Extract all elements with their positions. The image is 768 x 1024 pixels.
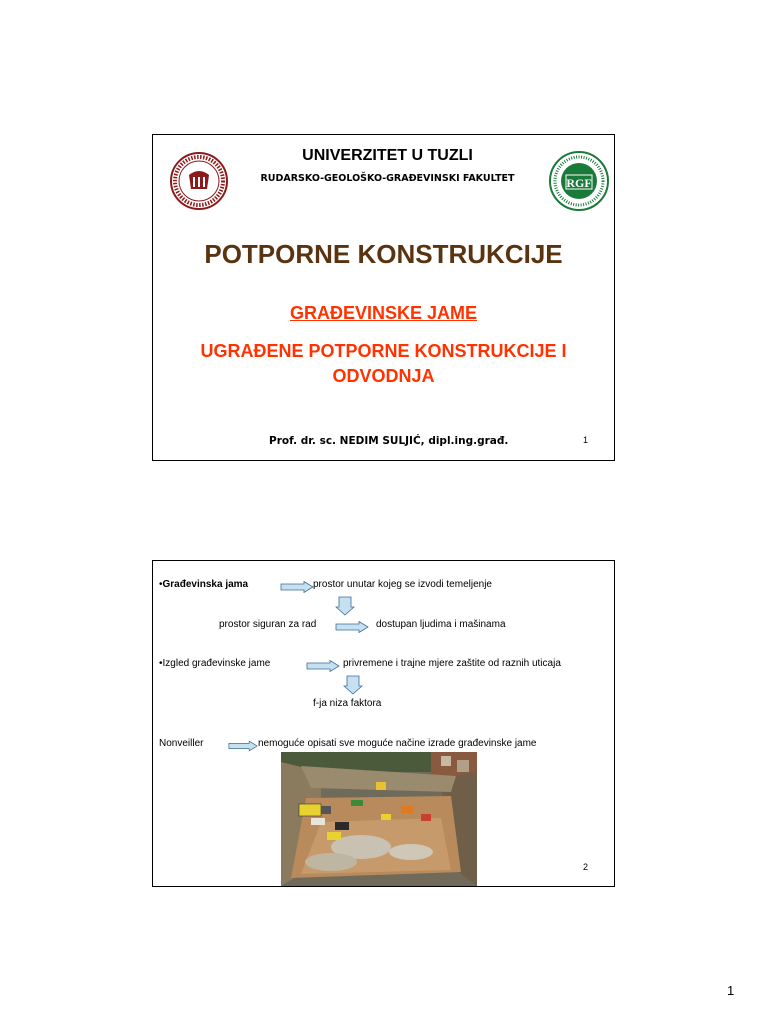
page-number: 1 — [727, 983, 735, 998]
down-arrow-icon — [335, 596, 355, 616]
slide-number: 1 — [583, 435, 589, 445]
slide-number: 2 — [583, 862, 589, 872]
course-title: POTPORNE KONSTRUKCIJE — [204, 239, 563, 269]
svg-text:RGF: RGF — [566, 176, 592, 190]
line5-left: Nonveiller — [159, 738, 204, 749]
line1-term: •Građevinska jama — [159, 579, 249, 590]
rgf-faculty-logo-icon — [548, 149, 610, 213]
line5-right: nemoguće opisati sve moguće načine izrade građevinske jame — [258, 738, 537, 749]
university-name: UNIVERZITET U TUZLI — [302, 147, 473, 164]
right-arrow-icon — [335, 621, 369, 633]
author-name: Prof. dr. sc. NEDIM SULJIĆ, dipl.ing.građ. — [269, 435, 509, 447]
line3-left: •Izgled građevinske jame — [159, 658, 271, 669]
down-arrow-icon — [343, 675, 363, 695]
right-arrow-icon — [228, 740, 258, 752]
line4-text: f-ja niza faktora — [313, 698, 382, 709]
faculty-name: RUDARSKO-GEOLOŠKO-GRAĐEVINSKI FAKULTET — [260, 173, 515, 184]
content-slide — [152, 560, 615, 887]
subtitle-secondary: UGRAĐENE POTPORNE KONSTRUKCIJE I ODVODNJA — [200, 341, 567, 386]
right-arrow-icon — [280, 581, 314, 593]
line3-right: privremene i trajne mjere zaštite od raznih uticaja — [343, 658, 561, 669]
construction-pit-photo — [281, 752, 477, 886]
line2-left: prostor siguran za rad — [219, 619, 317, 630]
title-slide — [152, 134, 615, 461]
subtitle-primary: GRAĐEVINSKE JAME — [289, 303, 478, 323]
line2-right: dostupan ljudima i mašinama — [376, 619, 506, 630]
line1-description: prostor unutar kojeg se izvodi temeljenje — [313, 579, 492, 590]
right-arrow-icon — [306, 660, 340, 672]
